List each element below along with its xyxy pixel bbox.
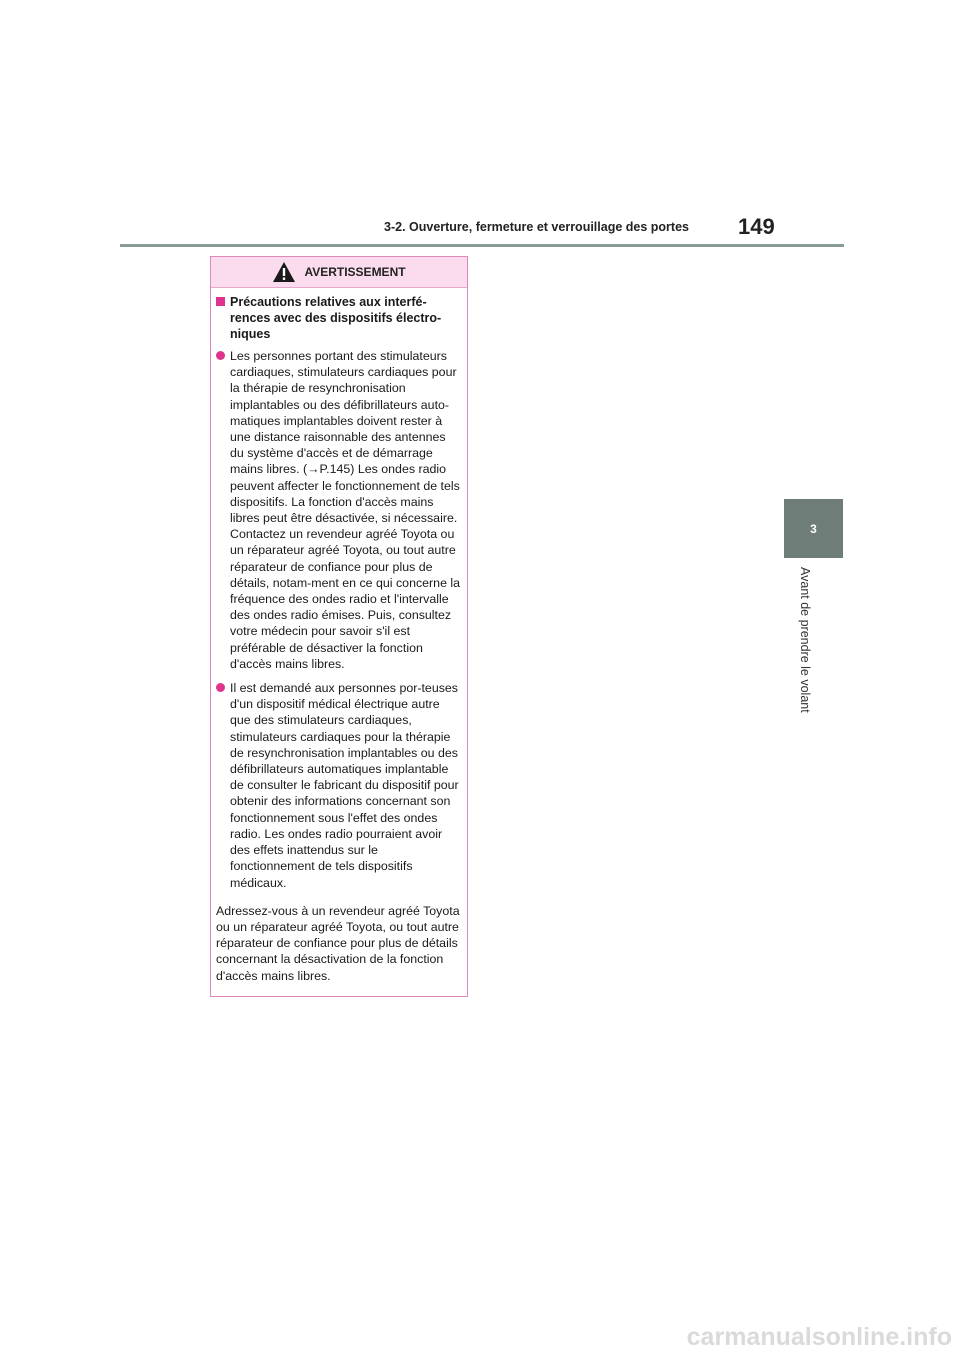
warning-triangle-icon xyxy=(272,261,296,283)
chapter-title: Avant de prendre le volant xyxy=(798,567,812,713)
square-bullet-icon xyxy=(216,297,225,306)
bullet-text: Les personnes portant des stimulateurs cardiaques, stimulateurs cardiaques pour la thérapie de resynchronisation implantables ou des défibrillateurs auto-matiques implantables doivent rester à une distance raisonnable des antennes du système d'accès et de démarrage mains libres. (→P.145) Les ondes radio peuvent affecter le fonctionnement de tels dispositifs. La fonction d'accès mains libres peut être désactivée, si nécessaire. Contactez un revendeur agréé Toyota ou un réparateur agréé Toyota, ou tout autre réparateur de confiance pour plus de détails, notam-ment en ce qui concerne la fréquence des ondes radio et l'intervalle des ondes radio émises. Puis, consultez votre médecin pour savoir s'il est préférable de désactiver la fonction d'accès mains libres. xyxy=(230,349,461,671)
section-title: 3-2. Ouverture, fermeture et verrouillage des portes xyxy=(384,220,689,234)
warning-box xyxy=(210,256,468,997)
subheading-text: Précautions relatives aux interfé-rences avec des dispositifs électro-niques xyxy=(230,295,442,341)
warning-header xyxy=(211,257,467,288)
page-number: 149 xyxy=(738,214,775,239)
bullet-text: Il est demandé aux personnes por-teuses d'un dispositif médical électrique autre que des stimulateurs cardiaques, stimulateurs cardiaques pour la thérapie de resynchronisation implantables ou des défibrillateurs automatiques implantable de consulter le fabricant du dispositif pour obtenir des informations concernant son fonctionnement sous l'effet des ondes radio. Les ondes radio pourraient avoir des effets inattendus sur le fonctionnement de tels dispositifs médicaux. xyxy=(230,681,459,890)
warning-title: AVERTISSEMENT xyxy=(304,265,406,279)
chapter-number: 3 xyxy=(810,521,817,536)
watermark: carmanualsonline.info xyxy=(686,1323,952,1351)
warning-subheading xyxy=(216,294,462,342)
circle-bullet-icon xyxy=(216,683,225,692)
chapter-tab[interactable] xyxy=(784,499,843,558)
warning-body xyxy=(211,288,467,984)
circle-bullet-icon xyxy=(216,351,225,360)
bullet-item xyxy=(216,680,462,891)
closing-paragraph: Adressez-vous à un revendeur agréé Toyota ou un réparateur agréé Toyota, ou tout autre réparateur de confiance pour plus de détails concernant la désactivation de la fonction d'accès mains libres. xyxy=(216,903,460,983)
header-divider xyxy=(120,244,844,247)
bullet-item xyxy=(216,348,462,672)
